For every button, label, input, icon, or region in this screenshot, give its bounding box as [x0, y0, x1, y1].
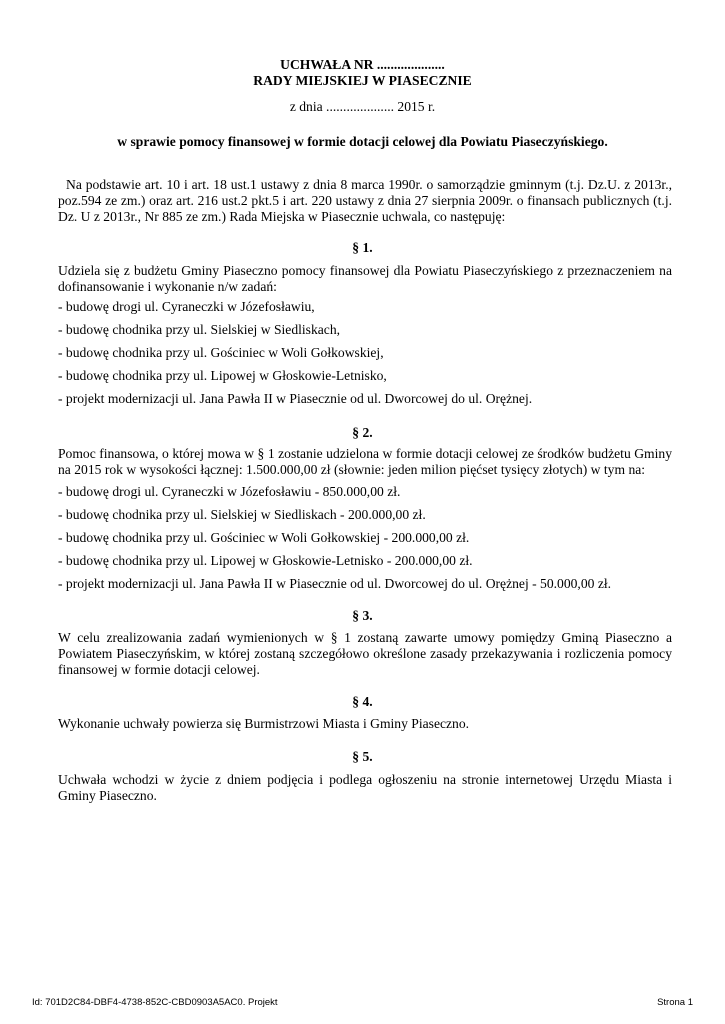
- section-1-list: [58, 299, 672, 414]
- list-item: - budowę chodnika przy ul. Sielskiej w Siedliskach - 200.000,00 zł.: [58, 507, 426, 522]
- section-5-text: Uchwała wchodzi w życie z dniem podjęcia i podlega ogłoszeniu na stronie internetowej Urzędu Miasta i Gminy Piaseczno.: [58, 772, 672, 803]
- section-3-heading: § 3.: [352, 608, 373, 623]
- page-number: Strona 1: [657, 997, 693, 1008]
- legal-basis-paragraph: Na podstawie art. 10 i art. 18 ust.1 ustawy z dnia 8 marca 1990r. o samorządzie gminnym (t.j. Dz.U. z 2013r., poz.594 ze zm.) oraz art. 216 ust.2 pkt.5 i art. 220 ustawy z dnia 27 sierpnia 2009r. o finansach publicznych (t.j. Dz. U z 2013r., Nr 885 ze zm.) Rada Miejska w Piasecznie uchwala, co następuję:: [58, 177, 672, 224]
- section-4-heading: § 4.: [352, 694, 373, 709]
- resolution-number: UCHWAŁA NR ....................: [280, 57, 445, 72]
- section-2-text: Pomoc finansowa, o której mowa w § 1 zostanie udzielona w formie dotacji celowej ze środków budżetu Gminy na 2015 rok w wysokości łącznej: 1.500.000,00 zł (słownie: jeden milion pięćset tysięcy złotych) w tym na:: [58, 446, 672, 477]
- section-3-text: W celu zrealizowania zadań wymienionych w § 1 zostaną zawarte umowy pomiędzy Gminą Piaseczno a Powiatem Piaseczyńskim, w której zostaną szczegółowo określone zasady przekazywania i rozliczenia pomocy finansowej w formie dotacji celowej.: [58, 630, 672, 677]
- resolution-date: z dnia .................... 2015 r.: [289, 99, 436, 114]
- list-item: - budowę chodnika przy ul. Gościniec w Woli Gołkowskiej - 200.000,00 zł.: [58, 530, 470, 545]
- section-5-heading: § 5.: [352, 749, 373, 764]
- section-2-list: [58, 484, 672, 599]
- document-title: [0, 57, 725, 89]
- list-item: - budowę chodnika przy ul. Lipowej w Głoskowie-Letnisko,: [58, 368, 387, 383]
- resolution-subject: w sprawie pomocy finansowej w formie dotacji celowej dla Powiatu Piaseczyńskiego.: [117, 134, 608, 149]
- list-item: - budowę chodnika przy ul. Lipowej w Głoskowie-Letnisko - 200.000,00 zł.: [58, 553, 473, 568]
- section-1-heading: § 1.: [352, 240, 373, 255]
- list-item: - projekt modernizacji ul. Jana Pawła II w Piasecznie od ul. Dworcowej do ul. Orężnej.: [58, 391, 533, 406]
- section-1-text: Udziela się z budżetu Gminy Piaseczno pomocy finansowej dla Powiatu Piaseczyńskiego z przeznaczeniem na dofinansowanie i wykonanie n/w zadań:: [58, 263, 672, 294]
- list-item: - projekt modernizacji ul. Jana Pawła II w Piasecznie od ul. Dworcowej do ul. Orężnej - 50.000,00 zł.: [58, 576, 612, 591]
- list-item: - budowę chodnika przy ul. Gościniec w Woli Gołkowskiej,: [58, 345, 384, 360]
- list-item: - budowę drogi ul. Cyraneczki w Józefosławiu - 850.000,00 zł.: [58, 484, 401, 499]
- list-item: - budowę chodnika przy ul. Sielskiej w Siedliskach,: [58, 322, 341, 337]
- document-id-footer: Id: 701D2C84-DBF4-4738-852C-CBD0903A5AC0. Projekt: [32, 997, 278, 1008]
- council-name: RADY MIEJSKIEJ W PIASECZNIE: [253, 73, 472, 88]
- list-item: - budowę drogi ul. Cyraneczki w Józefosławiu,: [58, 299, 315, 314]
- section-2-heading: § 2.: [352, 425, 373, 440]
- section-4-text: Wykonanie uchwały powierza się Burmistrzowi Miasta i Gminy Piaseczno.: [58, 716, 470, 731]
